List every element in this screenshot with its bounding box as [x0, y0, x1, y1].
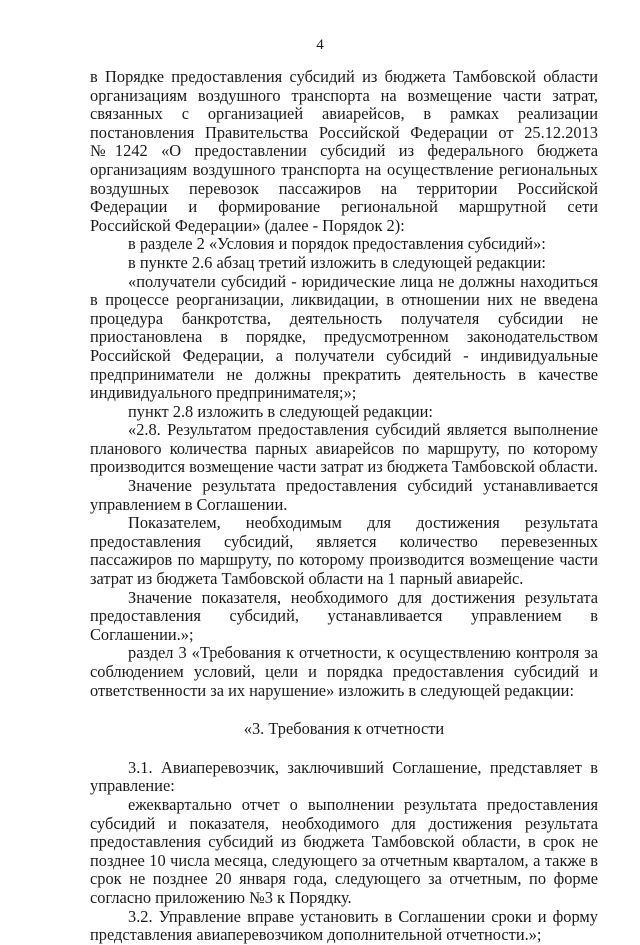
page-number: 4 — [316, 37, 324, 53]
paragraph-point-2-8: пункт 2.8 изложить в следующей редакции: — [128, 401, 433, 421]
paragraph-section-3-intro: раздел 3 «Требования к отчетности, к осуществлению контроля за соблюдением условий, цели и порядка предоставления субсидий и ответственности за их нарушение» изложить в следующей редакции: — [90, 643, 598, 700]
paragraph-indicator: Показателем, необходимым для достижения результата предоставления субсидий, является количество перевезенных пассажиров по маршруту, по которому производится возмещение части затрат из бюджета Тамбовской области на 1 парный авиарейс. — [90, 513, 598, 589]
paragraph-point-2-6: в пункте 2.6 абзац третий изложить в следующей редакции: — [128, 252, 546, 272]
paragraph-2-8-result: «2.8. Результатом предоставления субсидий является выполнение планового количества парных авиарейсов по маршруту, по которому производится возмещение части затрат из бюджета Тамбовской области. — [90, 420, 598, 477]
paragraph-3-1: 3.1. Авиаперевозчик, заключивший Соглашение, представляет в управление: — [90, 757, 598, 796]
section-3-heading: «3. Требования к отчетности — [243, 719, 445, 739]
paragraph-3-2: 3.2. Управление вправе установить в Соглашении сроки и форму представления авиаперевозчиком дополнительной отчетности.»; — [90, 906, 598, 945]
paragraph-recipients-quote: «получатели субсидий - юридические лица не должны находиться в процессе реорганизации, ликвидации, в отношении них не введена процедура банкротства, деятельность получателя субсидии не приостановлена в порядке, предусмотренном законодательством Российской Федерации, а получатели субсидий - индивидуальные предприниматели не должны прекратить деятельность в качестве индивидуального предпринимателя;»; — [90, 271, 598, 403]
paragraph-section-2: в разделе 2 «Условия и порядок предоставления субсидий»: — [128, 234, 546, 254]
paragraph-indicator-value: Значение показателя, необходимого для достижения результата предоставления субсидий, устанавливается управлением в Соглашении.»; — [90, 587, 598, 644]
paragraph-quarterly-report: ежеквартально отчет о выполнении результата предоставления субсидий и показателя, необходимого для достижения результата предоставления субсидий из бюджета Тамбовской области, в срок не позднее 10 числа месяца, следующего за отчетным кварталом, а также в срок не позднее 20 января года, следующего за отчетным, по форме согласно приложению №3 к Порядку. — [90, 794, 598, 907]
document-body — [90, 68, 598, 945]
paragraph-intro: в Порядке предоставления субсидий из бюджета Тамбовской области организациям воздушного транспорта на возмещение части затрат, связанных с организацией авиарейсов, в рамках реализации постановления Правительства Российской Федерации от 25.12.2013 №1242 «О предоставлении субсидий из федерального бюджета организациям воздушного транспорта на осуществление региональных воздушных перевозок пассажиров на территории Российской Федерации и формирование региональной маршрутной сети Российской Федерации» (далее - Порядок 2): — [90, 67, 598, 235]
paragraph-result-value: Значение результата предоставления субсидий устанавливается управлением в Соглашении. — [90, 476, 598, 514]
